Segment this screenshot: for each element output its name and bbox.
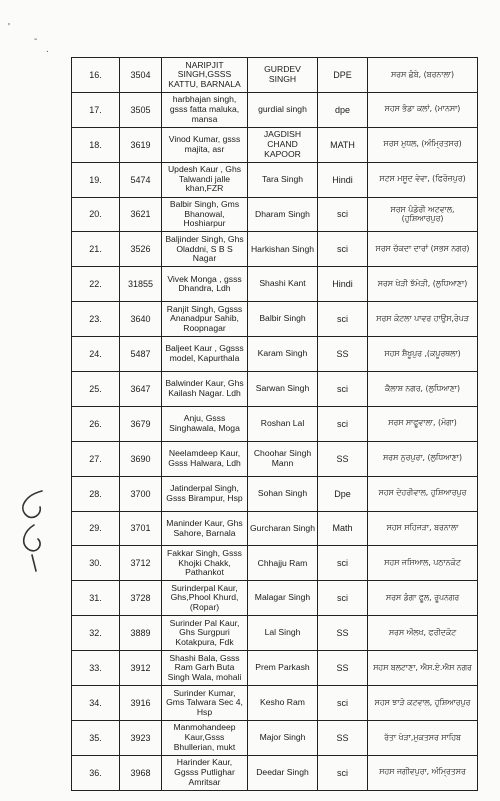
post-cell: sci [318,546,368,581]
name-school-cell: Harinder Kaur, Ggsss Putlighar Amritsar [162,755,248,790]
table-row [72,476,478,511]
table-row [72,755,478,790]
name-school-cell: Jatinderpal Singh, Gsss Birampur, Hsp [162,476,248,511]
station-cell: ਸਰਸ ਸਾਫੂਵਾਲਾ, (ਮੋਗਾ) [368,406,478,441]
father-name-cell: Karam Singh [248,337,318,372]
post-cell: Math [318,511,368,546]
name-school-cell: Anju, Gsss Singhawala, Moga [162,406,248,441]
scan-mark: . [46,44,49,55]
table-row [72,232,478,267]
table-row [72,302,478,337]
code-cell: 3505 [120,92,162,127]
station-cell: ਸਰਸ ਮੁਧਲ, (ਅੰਮ੍ਰਿਤਸਰ) [368,127,478,162]
serial-number-cell: 32. [72,616,120,651]
post-cell: SS [318,337,368,372]
code-cell: 3889 [120,616,162,651]
name-school-cell: Vinod Kumar, gsss majita, asr [162,127,248,162]
name-school-cell: Fakkar Singh, Gsss Khojki Chakk, Pathankot [162,546,248,581]
father-name-cell: Malagar Singh [248,581,318,616]
serial-number-cell: 23. [72,302,120,337]
post-cell: Hindi [318,267,368,302]
post-cell: Hindi [318,162,368,197]
serial-number-cell: 21. [72,232,120,267]
father-name-cell: Harkishan Singh [248,232,318,267]
code-cell: 3690 [120,441,162,476]
table-row [72,441,478,476]
code-cell: 3916 [120,686,162,721]
station-cell: ਸਰਸ ਖੇੜੀ ਝੱਮੇੜੀ, (ਲੁਧਿਆਣਾ) [368,267,478,302]
station-cell: ਸਰਸ ਔਲਖ, ਫਰੀਦਕੋਟ [368,616,478,651]
name-school-cell: Surinder Kumar, Gms Talwara Sec 4, Hsp [162,686,248,721]
post-cell: dpe [318,92,368,127]
station-cell: ਸਰਸ ਛੰਬੇ, (ਬਰਨਾਲਾ) [368,58,478,93]
code-cell: 3504 [120,58,162,93]
father-name-cell: Roshan Lal [248,406,318,441]
code-cell: 3647 [120,372,162,407]
station-cell: ਸਰਸ ਕੋਟਲਾ ਪਾਵਰ ਹਾਉਸ,ਰੋਪੜ [368,302,478,337]
station-cell: ਸਹਸ ਦੇਹਰੀਵਾਲ, ਹੁਸ਼ਿਆਰਪੁਰ [368,476,478,511]
father-name-cell: Sohan Singh [248,476,318,511]
code-cell: 5487 [120,337,162,372]
station-cell: ਸਹਸ ਸ਼ੈਖੂਪੁਰ ,(ਕਪੂਰਥਲਾ) [368,337,478,372]
scan-mark: ' [8,22,10,33]
serial-number-cell: 17. [72,92,120,127]
station-cell: ਸਹਸ ਜਸਿਆਲ, ਪਠਾਨਕੋਟ [368,546,478,581]
post-cell: sci [318,302,368,337]
name-school-cell: Vivek Monga , gsss Dhandra, Ldh [162,267,248,302]
station-cell: ਰੱਤਾ ਖੇੜਾ,ਮੁਕਤਸਰ ਸਾਹਿਬ [368,720,478,755]
father-name-cell: gurdial singh [248,92,318,127]
code-cell: 3700 [120,476,162,511]
post-cell: sci [318,197,368,232]
post-cell: sci [318,406,368,441]
table-row [72,337,478,372]
serial-number-cell: 30. [72,546,120,581]
station-cell: ਸਹਸ ਭੰਡਾ ਕਲਾਂ, (ਮਾਨਸਾ) [368,92,478,127]
father-name-cell: Choohar Singh Mann [248,441,318,476]
name-school-cell: Ranjit Singh, Ggsss Ananadpur Sahib, Roopnagar [162,302,248,337]
father-name-cell: GURDEV SINGH [248,58,318,93]
father-name-cell: Sarwan Singh [248,372,318,407]
father-name-cell: Balbir Singh [248,302,318,337]
father-name-cell: Deedar Singh [248,755,318,790]
name-school-cell: Shashi Bala, Gsss Ram Garh Buta Singh Wala, mohali [162,651,248,686]
name-school-cell: Surinderpal Kaur, Ghs,Phool Khurd,(Ropar) [162,581,248,616]
name-school-cell: Neelamdeep Kaur, Gsss Halwara, Ldh [162,441,248,476]
table-row [72,686,478,721]
table-row [72,127,478,162]
table-row [72,546,478,581]
transfer-list-table [71,57,478,791]
scan-mark: - [34,34,38,45]
serial-number-cell: 18. [72,127,120,162]
code-cell: 3712 [120,546,162,581]
name-school-cell: Balwinder Kaur, Ghs Kailash Nagar. Ldh [162,372,248,407]
name-school-cell: Updesh Kaur , Ghs Talwandi jalle khan,FZR [162,162,248,197]
serial-number-cell: 26. [72,406,120,441]
code-cell: 3526 [120,232,162,267]
serial-number-cell: 28. [72,476,120,511]
serial-number-cell: 31. [72,581,120,616]
post-cell: sci [318,372,368,407]
father-name-cell: Prem Parkash [248,651,318,686]
post-cell: SS [318,651,368,686]
father-name-cell: Tara Singh [248,162,318,197]
table-row [72,720,478,755]
table-row [72,372,478,407]
table-row [72,581,478,616]
table-row [72,406,478,441]
table-row [72,197,478,232]
post-cell: DPE [318,58,368,93]
table-row [72,267,478,302]
name-school-cell: Maninder Kaur, Ghs Sahore, Barnala [162,511,248,546]
father-name-cell: Lal Singh [248,616,318,651]
code-cell: 3640 [120,302,162,337]
table-row [72,511,478,546]
table-row [72,58,478,93]
code-cell: 3621 [120,197,162,232]
table-body [72,58,478,791]
father-name-cell: Kesho Ram [248,686,318,721]
post-cell: SS [318,720,368,755]
station-cell: ਸਹਸ ਬਲਟਾਣਾ, ਐਸ.ਏ.ਐਸ ਨਗਰ [368,651,478,686]
post-cell: SS [318,441,368,476]
code-cell: 3679 [120,406,162,441]
station-cell: ਕੈਲਾਸ਼ ਨਗਰ, (ਲੁਧਿਆਣਾ) [368,372,478,407]
father-name-cell: Chhajju Ram [248,546,318,581]
serial-number-cell: 33. [72,651,120,686]
serial-number-cell: 35. [72,720,120,755]
serial-number-cell: 29. [72,511,120,546]
station-cell: ਸਰਸ ਡੰਗਾ ਫੂਲ, ਰੂਪਨਗਰ [368,581,478,616]
father-name-cell: Shashi Kant [248,267,318,302]
table-row [72,92,478,127]
serial-number-cell: 24. [72,337,120,372]
serial-number-cell: 25. [72,372,120,407]
name-school-cell: harbhajan singh, gsss fatta maluka, mansa [162,92,248,127]
handwritten-signature [12,485,56,575]
code-cell: 3923 [120,720,162,755]
serial-number-cell: 22. [72,267,120,302]
post-cell: sci [318,232,368,267]
serial-number-cell: 34. [72,686,120,721]
post-cell: sci [318,581,368,616]
serial-number-cell: 36. [72,755,120,790]
name-school-cell: Manmohandeep Kaur,Gsss Bhullerian, mukt [162,720,248,755]
code-cell: 3968 [120,755,162,790]
code-cell: 3701 [120,511,162,546]
code-cell: 3728 [120,581,162,616]
post-cell: SS [318,616,368,651]
name-school-cell: Surinder Pal Kaur, Ghs Surgpuri Kotakpura, Fdk [162,616,248,651]
father-name-cell: JAGDISH CHAND KAPOOR [248,127,318,162]
table-row [72,616,478,651]
station-cell: ਸਹਸ ਜਗੀਵਪੁਰਾ, ਅੰਮ੍ਰਿਤਸਰ [368,755,478,790]
station-cell: ਸਹਸ ਝਾੜੋ ਕਟਵਾਲ, ਹੁਸ਼ਿਆਰਪੁਰ [368,686,478,721]
name-school-cell: NARIPJIT SINGH,GSSS KATTU, BARNALA [162,58,248,93]
father-name-cell: Dharam Singh [248,197,318,232]
serial-number-cell: 20. [72,197,120,232]
serial-number-cell: 27. [72,441,120,476]
name-school-cell: Baljeet Kaur , Ggsss model, Kapurthala [162,337,248,372]
name-school-cell: Baljinder Singh, Ghs Oladdni, S B S Nagar [162,232,248,267]
code-cell: 31855 [120,267,162,302]
post-cell: MATH [318,127,368,162]
code-cell: 5474 [120,162,162,197]
table-row [72,162,478,197]
name-school-cell: Balbir Singh, Gms Bhanowal, Hoshiarpur [162,197,248,232]
station-cell: ਸਰਸ ਨੁਰਪੁਰਾ, (ਲੁਧਿਆਣਾ) [368,441,478,476]
father-name-cell: Major Singh [248,720,318,755]
station-cell: ਸਰਸ ਚੱਕਦਾ ਦਾਰਾਂ (ਸਭਸ ਨਗਰ) [368,232,478,267]
post-cell: sci [318,686,368,721]
serial-number-cell: 19. [72,162,120,197]
station-cell: ਸਟਸ ਮਸੂਦ ਵੇਵਾ, (ਫਿਰੋਜ਼ਪੁਰ) [368,162,478,197]
station-cell: ਸਰਸ ਪੰਡੋਰੀ ਅਟਵਾਲ, (ਹੁਸ਼ਿਆਰਪੁਰ) [368,197,478,232]
code-cell: 3619 [120,127,162,162]
code-cell: 3912 [120,651,162,686]
post-cell: sci [318,755,368,790]
station-cell: ਸਹਸ ਸਹਿਜੜਾ, ਬਰਨਾਲਾ [368,511,478,546]
serial-number-cell: 16. [72,58,120,93]
father-name-cell: Gurcharan Singh [248,511,318,546]
post-cell: Dpe [318,476,368,511]
table-row [72,651,478,686]
